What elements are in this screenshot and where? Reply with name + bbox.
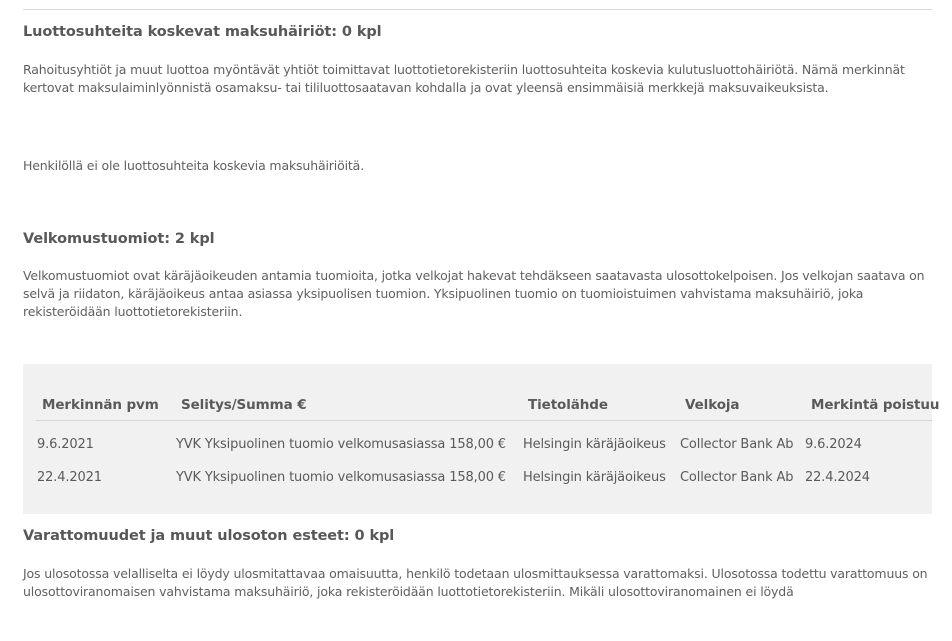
judgments-table <box>23 364 940 514</box>
cell-date: 22.4.2021 <box>37 470 102 485</box>
column-header-description: Selitys/Summa € <box>181 397 307 413</box>
judgments-description: Velkomustuomiot ovat käräjäoikeuden antamia tuomioita, jotka velkojat hakevat tehdäkseen saatavasta ulosottokelpoisen. Jos velkojan saatava on selvä ja riidaton, käräjäoikeus antaa asiassa yksipuolisen tuomion. Yksipuolinen tuomio on tuomioistuimen vahvistama maksuhäiriö, joka rekisteröidään luottotietorekisteriin. <box>23 268 925 319</box>
judgments-heading: Velkomustuomiot: 2 kpl <box>23 231 215 247</box>
table-row <box>23 437 932 459</box>
table-header-divider <box>36 420 932 421</box>
column-header-source: Tietolähde <box>528 397 608 413</box>
cell-source: Helsingin käräjäoikeus <box>523 470 666 485</box>
credit-disturbances-description: Rahoitusyhtiöt ja muut luottoa myöntävät yhtiöt toimittavat luottotietorekisteriin luottosuhteita koskevia kulutusluottohäiriötä. Nämä merkinnät kertovat maksulaiminlyönnistä osamaksu- tai tililuottosaatavan kohdalla ja ovat yleensä ensimmäisiä merkkejä maksuvaikeuksista. <box>23 62 905 95</box>
cell-creditor: Collector Bank Ab <box>680 437 794 452</box>
cell-expiry: 9.6.2024 <box>805 437 862 452</box>
credit-disturbances-heading: Luottosuhteita koskevat maksuhäiriöt: 0 kpl <box>23 24 382 40</box>
column-header-date: Merkinnän pvm <box>42 397 159 413</box>
column-header-expiry: Merkintä poistuu <box>811 397 940 413</box>
top-divider <box>23 9 932 10</box>
table-row <box>23 470 932 492</box>
credit-disturbances-status: Henkilöllä ei ole luottosuhteita koskevia maksuhäiriöitä. <box>23 158 365 173</box>
column-header-creditor: Velkoja <box>685 397 740 413</box>
cell-creditor: Collector Bank Ab <box>680 470 794 485</box>
insolvency-heading: Varattomuudet ja muut ulosoton esteet: 0 kpl <box>23 528 395 544</box>
cell-expiry: 22.4.2024 <box>805 470 870 485</box>
insolvency-description: Jos ulosotossa velalliselta ei löydy ulosmitattavaa omaisuutta, henkilö todetaan ulosmittauksessa varattomaksi. Ulosotossa todettu varattomuus on ulosottoviranomaisen vahvistama maksuhäiriö, joka rekisteröidään luottotietorekisteriin. Mikäli ulosottoviranomainen ei löydä <box>23 566 928 599</box>
cell-description: YVK Yksipuolinen tuomio velkomusasiassa 158,00 € <box>176 470 506 485</box>
cell-source: Helsingin käräjäoikeus <box>523 437 666 452</box>
cell-date: 9.6.2021 <box>37 437 94 452</box>
cell-description: YVK Yksipuolinen tuomio velkomusasiassa 158,00 € <box>176 437 506 452</box>
